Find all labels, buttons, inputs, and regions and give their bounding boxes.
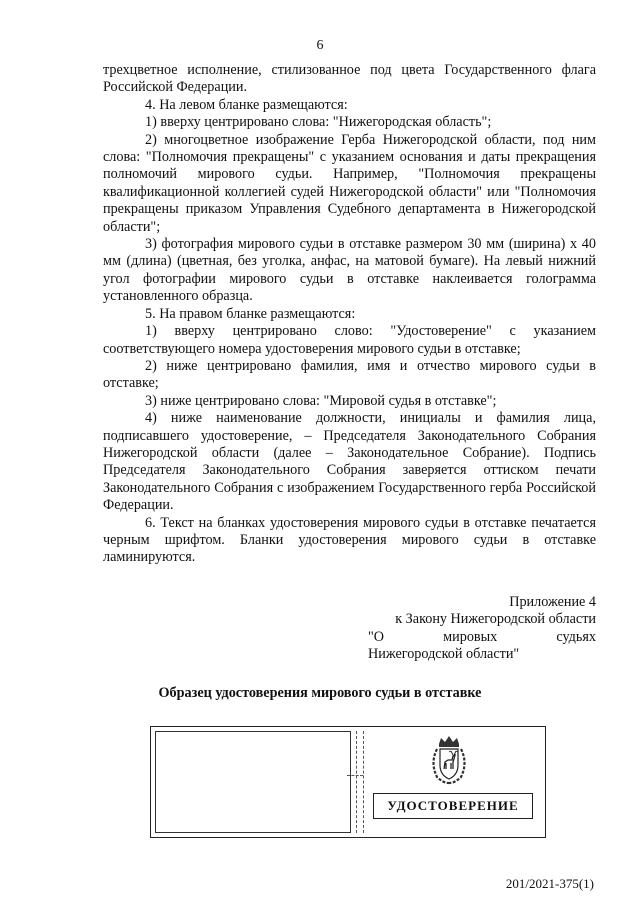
appendix-header [368, 594, 596, 664]
document-code: 201/2021-375(1) [505, 876, 594, 891]
fold-line [356, 731, 357, 833]
appendix-line-4: Нижегородской области" [368, 646, 520, 663]
paragraph-10: 6. Текст на бланках удостоверения мирового судьи в отставке печатается черным шрифтом. Бланки удостоверения мирового судьи в отставке ламинируются. [103, 514, 596, 566]
nizhny-novgorod-coat-of-arms-icon [427, 735, 471, 785]
paragraph-1: 4. На левом бланке размещаются: [145, 96, 348, 113]
appendix-line-2: к Закону Нижегородской области [395, 611, 596, 628]
paragraph-7: 2) ниже центрировано фамилия, имя и отчество мирового судьи в отставке; [103, 357, 596, 392]
paragraph-8: 3) ниже центрировано слова: "Мировой судья в отставке"; [145, 392, 497, 409]
certificate-sample [150, 726, 546, 838]
paragraph-9: 4) ниже наименование должности, инициалы и фамилия лица, подписавшего удостоверение, – Председателя Законодательного Собрания Нижегородской области (далее – Законодательное Собрание). Подпись Председателя Законодательного Собрания заверяется оттиском печати Законодательного Собрания с изображением Государственного герба Российской Федерации. [103, 410, 596, 514]
paragraph-2: 1) вверху центрировано слова: "Нижегородская область"; [145, 114, 492, 131]
certificate-left-blank [155, 731, 351, 833]
fold-tick [347, 775, 363, 777]
appendix-line-3: "О мировых судьях [368, 628, 596, 645]
paragraph-0: трехцветное исполнение, стилизованное под цвета Государственного флага Российской Федерации. [103, 62, 596, 96]
certificate-title: УДОСТОВЕРЕНИЕ [373, 793, 533, 819]
sample-title: Образец удостоверения мирового судьи в отставке [158, 685, 482, 701]
paragraph-6: 1) вверху центрировано слово: "Удостоверение" с указанием соответствующего номера удостоверения мирового судьи в отставке; [103, 323, 596, 357]
fold-line-secondary [363, 731, 364, 833]
document-body [103, 62, 596, 567]
appendix-line-1: Приложение 4 [509, 594, 596, 610]
paragraph-5: 5. На правом бланке размещаются: [145, 305, 356, 322]
page-number: 6 [316, 38, 324, 53]
paragraph-3: 2) многоцветное изображение Герба Нижегородской области, под ним слова: "Полномочия прекращены" с указанием основания и даты прекращения полномочий мирового судьи. Например, "Полномочия прекращены квалификационной коллегией судей Нижегородской области" или "Полномочия прекращены приказом Управления Судебного департамента в Нижегородской области"; [103, 131, 596, 235]
paragraph-4: 3) фотография мирового судьи в отставке размером 30 мм (ширина) х 40 мм (длина) (цветная, без уголка, анфас, на матовой бумаге). На левый нижний угол фотографии мирового судьи в отставке наклеивается голограмма установленного образца. [103, 236, 596, 305]
